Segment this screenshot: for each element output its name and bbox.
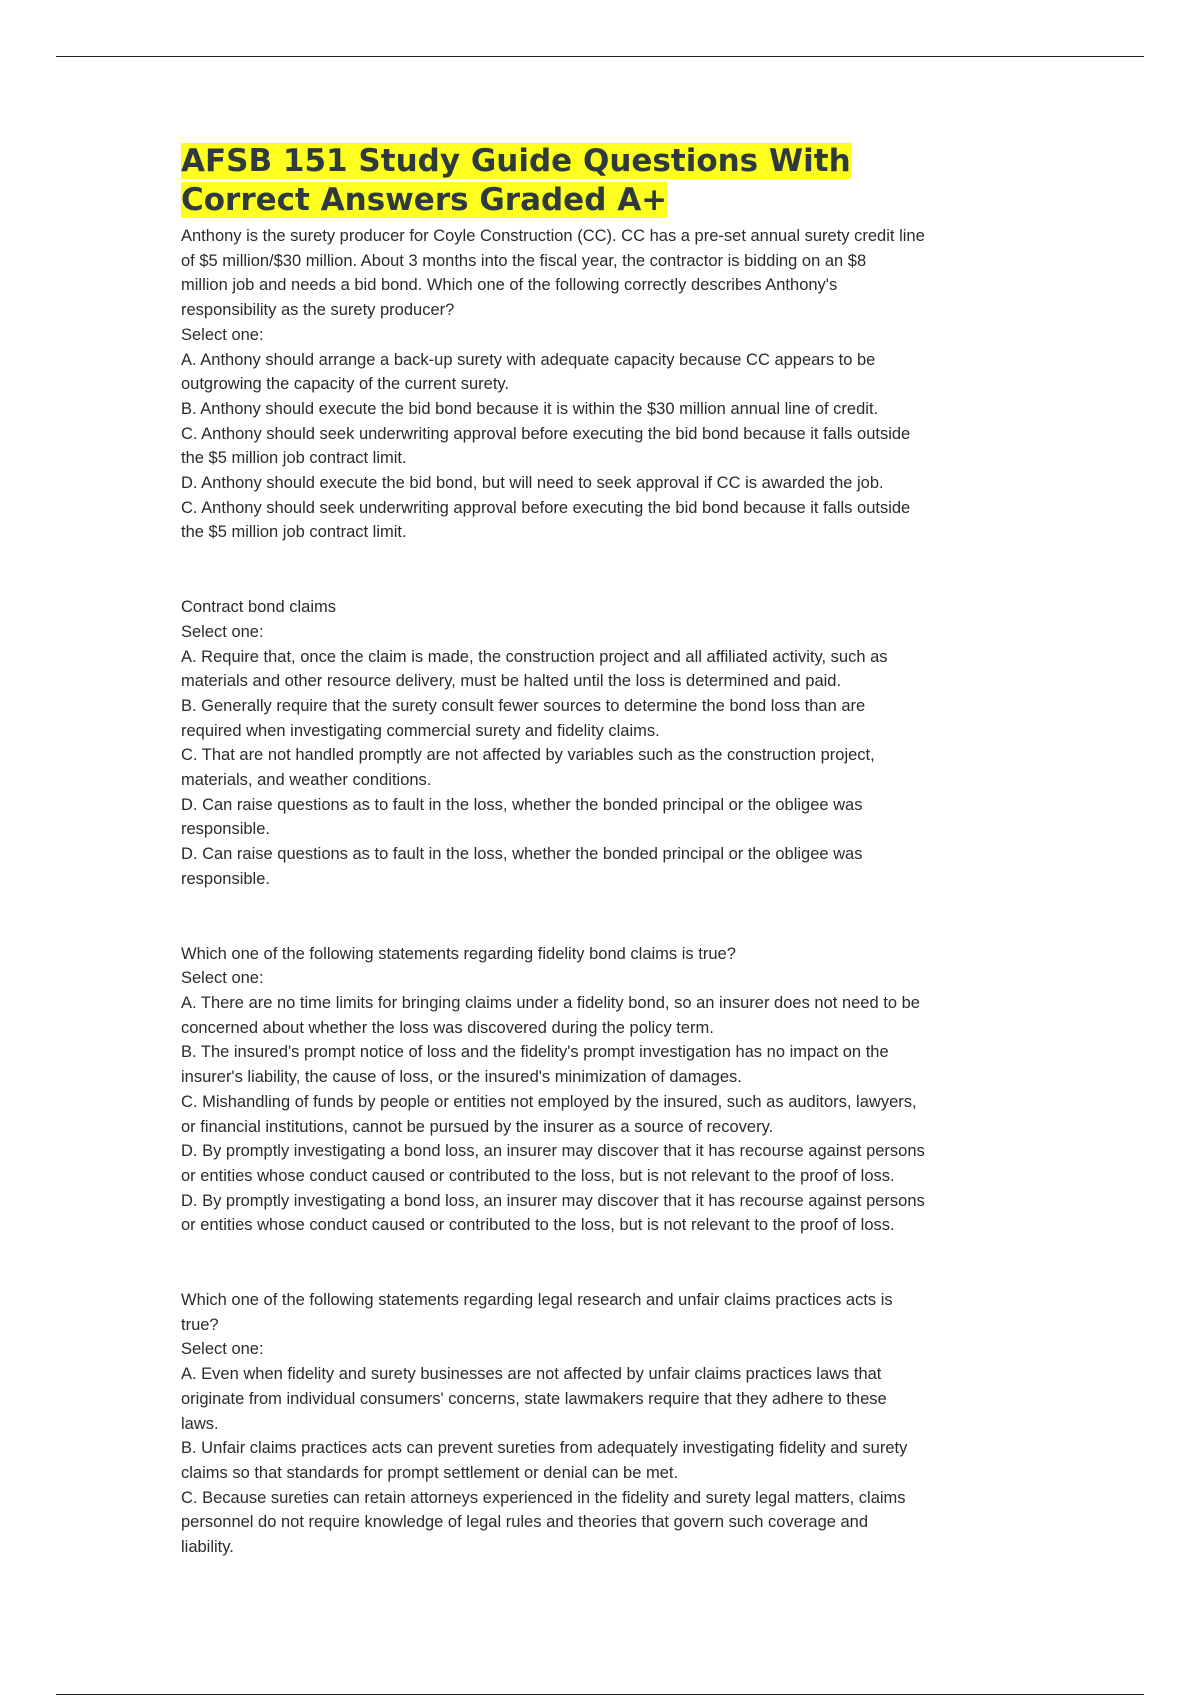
answer-option-line: B. Anthony should execute the bid bond because it is within the $30 million annual line of credit. — [181, 399, 879, 418]
answer-option-line: or financial institutions, cannot be pursued by the insurer as a source of recovery. — [181, 1117, 774, 1136]
document-title — [181, 142, 1021, 220]
answer-option-line: D. Can raise questions as to fault in the loss, whether the bonded principal or the obligee was — [181, 795, 863, 814]
select-one-label: Select one: — [181, 969, 264, 988]
answer-option-line: responsible. — [181, 869, 270, 888]
question-prompt-line: Anthony is the surety producer for Coyle Construction (CC). CC has a pre-set annual surety credit line — [181, 227, 925, 245]
title-line-2: Correct Answers Graded A+ — [181, 182, 668, 218]
question-block — [181, 224, 1021, 545]
answer-option-line: responsible. — [181, 820, 270, 839]
title-line-1: AFSB 151 Study Guide Questions With — [181, 143, 851, 179]
answer-option-line: liability. — [181, 1538, 234, 1557]
answer-option-line: C. Mishandling of funds by people or entities not employed by the insured, such as auditors, lawyers, — [181, 1092, 917, 1111]
answer-option-line: A. There are no time limits for bringing claims under a fidelity bond, so an insurer does not need to be — [181, 993, 920, 1012]
question-prompt-line: Contract bond claims — [181, 598, 336, 617]
answer-option-line: D. By promptly investigating a bond loss, an insurer may discover that it has recourse against persons — [181, 1142, 925, 1161]
answer-option-line: C. Anthony should seek underwriting approval before executing the bid bond because it falls outside — [181, 424, 911, 443]
top-rule — [56, 56, 1144, 57]
answer-option-line: required when investigating commercial surety and fidelity claims. — [181, 721, 660, 740]
answer-option-line: C. Anthony should seek underwriting approval before executing the bid bond because it falls outside — [181, 498, 911, 517]
answer-option-line: materials and other resource delivery, must be halted until the loss is determined and paid. — [181, 672, 842, 691]
answer-option-line: D. Anthony should execute the bid bond, but will need to seek approval if CC is awarded the job. — [181, 474, 884, 493]
answer-option-line: A. Anthony should arrange a back-up surety with adequate capacity because CC appears to be — [181, 350, 876, 369]
question-prompt-line: Which one of the following statements regarding fidelity bond claims is true? — [181, 944, 736, 963]
answer-option-line: C. That are not handled promptly are not affected by variables such as the construction project, — [181, 746, 875, 765]
answer-option-line: D. Can raise questions as to fault in the loss, whether the bonded principal or the obligee was — [181, 845, 863, 864]
question-prompt-line: million job and needs a bid bond. Which one of the following correctly describes Anthony's — [181, 276, 838, 295]
question-prompt-line: Which one of the following statements regarding legal research and unfair claims practices acts is — [181, 1291, 893, 1310]
select-one-label: Select one: — [181, 1340, 264, 1359]
answer-option-line: A. Even when fidelity and surety businesses are not affected by unfair claims practices laws that — [181, 1365, 882, 1384]
answer-option-line: B. Unfair claims practices acts can prevent sureties from adequately investigating fidelity and surety — [181, 1439, 908, 1458]
answer-option-line: C. Because sureties can retain attorneys experienced in the fidelity and surety legal matters, claims — [181, 1488, 906, 1507]
answer-option-line: the $5 million job contract limit. — [181, 449, 407, 468]
answer-option-line: concerned about whether the loss was discovered during the policy term. — [181, 1018, 714, 1037]
answer-option-line: originate from individual consumers' concerns, state lawmakers require that they adhere to these — [181, 1389, 887, 1408]
question-spacer — [181, 892, 1021, 942]
question-block — [181, 1288, 1021, 1560]
bottom-rule — [56, 1694, 1144, 1695]
question-prompt-line: of $5 million/$30 million. About 3 months into the fiscal year, the contractor is bidding on an $8 — [181, 251, 867, 270]
question-block — [181, 595, 1021, 891]
document-body — [181, 142, 1021, 1560]
question-block — [181, 942, 1021, 1238]
answer-option-line: outgrowing the capacity of the current surety. — [181, 375, 510, 394]
answer-option-line: or entities whose conduct caused or contributed to the loss, but is not relevant to the proof of loss. — [181, 1166, 895, 1185]
question-prompt-line: true? — [181, 1315, 219, 1334]
answer-option-line: B. The insured's prompt notice of loss and the fidelity's prompt investigation has no impact on the — [181, 1043, 889, 1062]
answer-option-line: claims so that standards for prompt settlement or denial can be met. — [181, 1463, 679, 1482]
answer-option-line: laws. — [181, 1414, 219, 1433]
answer-option-line: A. Require that, once the claim is made, the construction project and all affiliated activity, such as — [181, 647, 888, 666]
question-list — [181, 224, 1021, 1560]
answer-option-line: personnel do not require knowledge of legal rules and theories that govern such coverage and — [181, 1513, 869, 1532]
answer-option-line: D. By promptly investigating a bond loss, an insurer may discover that it has recourse against persons — [181, 1191, 925, 1210]
answer-option-line: materials, and weather conditions. — [181, 771, 432, 790]
question-spacer — [181, 545, 1021, 595]
select-one-label: Select one: — [181, 325, 264, 344]
question-prompt-line: responsibility as the surety producer? — [181, 301, 455, 320]
answer-option-line: the $5 million job contract limit. — [181, 523, 407, 542]
select-one-label: Select one: — [181, 622, 264, 641]
answer-option-line: B. Generally require that the surety consult fewer sources to determine the bond loss than are — [181, 696, 866, 715]
answer-option-line: insurer's liability, the cause of loss, or the insured's minimization of damages. — [181, 1068, 742, 1087]
answer-option-line: or entities whose conduct caused or contributed to the loss, but is not relevant to the proof of loss. — [181, 1216, 895, 1235]
question-spacer — [181, 1238, 1021, 1288]
